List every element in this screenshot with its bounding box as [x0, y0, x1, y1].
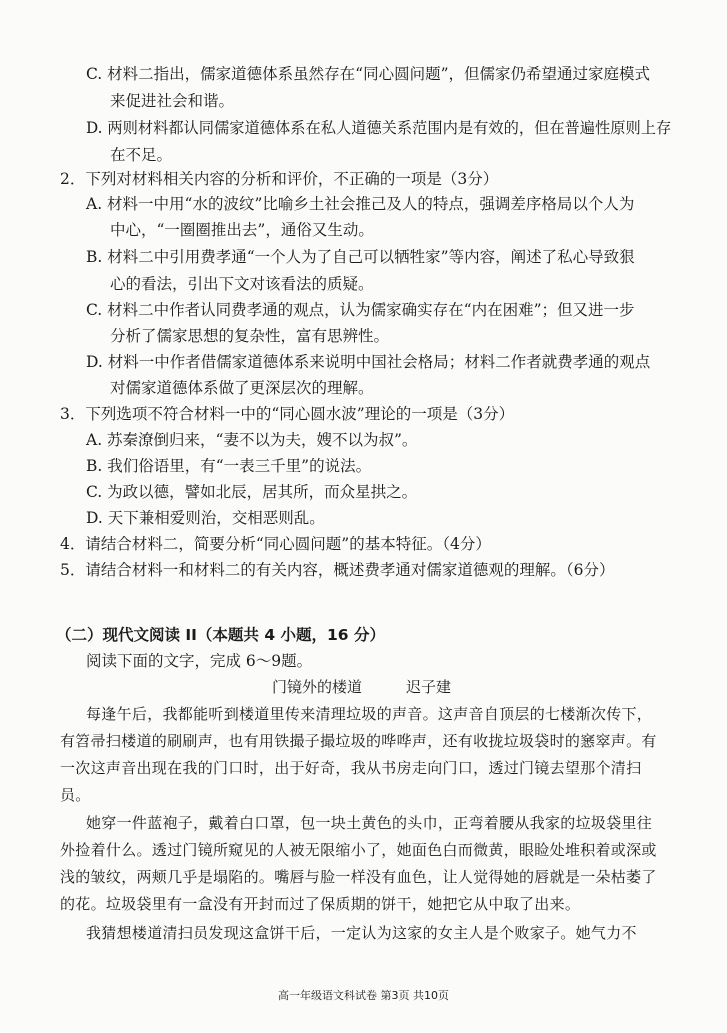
q3-option-d: D. 天下兼相爱则治，交相恶则乱。: [86, 509, 325, 527]
q5-stem: 5．请结合材料一和材料二的有关内容，概述费孝通对儒家道德观的理解。（6分）: [60, 561, 615, 579]
q2-option-c-line2: 分析了儒家思想的复杂性，富有思辨性。: [110, 327, 390, 345]
passage-p2-line1: 她穿一件蓝袍子，戴着白口罩，包一块土黄色的头巾，正弯着腰从我家的垃圾袋里往: [86, 814, 653, 832]
q2-option-a-line2: 中心，“一圈圈推出去”，通俗又生动。: [110, 221, 374, 239]
passage-author: 迟子建: [406, 678, 452, 696]
section-heading: （二）现代文阅读 II（本题共 4 小题，16 分）: [56, 626, 385, 644]
passage-p1-line2: 有笤帚扫楼道的刷刷声，也有用铁撮子撮垃圾的哗哗声，还有收拢垃圾袋时的窸窣声。有: [60, 732, 657, 750]
q2-option-d-line2: 对儒家道德体系做了更深层次的理解。: [110, 379, 374, 397]
q3-option-b: B. 我们俗语里，有“一表三千里”的说法。: [86, 457, 372, 475]
passage-p1-line3: 一次这声音出现在我的门口时，出于好奇，我从书房走向门口，透过门镜去望那个清扫: [60, 759, 642, 777]
q2-option-b-line1: B. 材料二中引用费孝通“一个人为了自己可以牺牲家”等内容，阐述了私心导致狠: [86, 248, 635, 266]
passage-p1-line4: 员。: [60, 786, 91, 804]
q1-option-c-line1: C. 材料二指出，儒家道德体系虽然存在“同心圆问题”，但儒家仍希望通过家庭模式: [86, 65, 651, 83]
passage-title: 门镜外的楼道: [272, 678, 363, 696]
q2-option-a-line1: A. 材料一中用“水的波纹”比喻乡土社会推己及人的特点，强调差序格局以个人为: [86, 195, 635, 213]
q1-option-d-line2: 在不足。: [110, 146, 173, 164]
q1-option-d-line1: D. 两则材料都认同儒家道德体系在私人道德关系范围内是有效的，但在普遍性原则上存: [86, 119, 672, 137]
q1-option-c-line2: 来促进社会和谐。: [110, 92, 235, 110]
q2-option-d-line1: D. 材料一中作者借儒家道德体系来说明中国社会格局；材料二作者就费孝通的观点: [86, 353, 651, 371]
q3-option-c: C. 为政以德，譬如北辰，居其所，而众星拱之。: [86, 483, 418, 501]
q3-stem: 3．下列选项不符合材料一中的“同心圆水波”理论的一项是（3分）: [60, 405, 515, 423]
passage-p1-line1: 每逢午后，我都能听到楼道里传来清理垃圾的声音。这声音自顶层的七楼渐次传下，: [86, 705, 653, 723]
q2-stem: 2．下列对材料相关内容的分析和评价，不正确的一项是（3分）: [60, 170, 499, 188]
page-footer: 高一年级语文科试卷 第3页 共10页: [278, 989, 449, 1002]
passage-p2-line2: 外捡着什么。透过门镜所窥见的人被无限缩小了，她面色白而微黄，眼睑处堆积着或深或: [60, 841, 657, 859]
passage-p3-line1: 我猜想楼道清扫员发现这盒饼干后，一定认为这家的女主人是个败家子。她气力不: [86, 924, 637, 942]
q2-option-c-line1: C. 材料二中作者认同费孝通的观点，认为儒家确实存在“内在困难”；但又进一步: [86, 301, 635, 319]
passage-p2-line4: 的花。垃圾袋里有一盒没有开封而过了保质期的饼干，她把它从中取了出来。: [60, 895, 581, 913]
passage-p2-line3: 浅的皱纹，两颊几乎是塌陷的。嘴唇与脸一样没有血色，让人觉得她的唇就是一朵枯萎了: [60, 868, 657, 886]
q4-stem: 4．请结合材料二，简要分析“同心圆问题”的基本特征。（4分）: [60, 535, 491, 553]
section-instruction: 阅读下面的文字，完成 6～9题。: [86, 652, 313, 670]
q2-option-b-line2: 心的看法，引出下文对该看法的质疑。: [110, 275, 374, 293]
passage-title-line: [272, 676, 451, 698]
q3-option-a: A. 苏秦潦倒归来，“妻不以为夫，嫂不以为叔”。: [86, 431, 418, 449]
